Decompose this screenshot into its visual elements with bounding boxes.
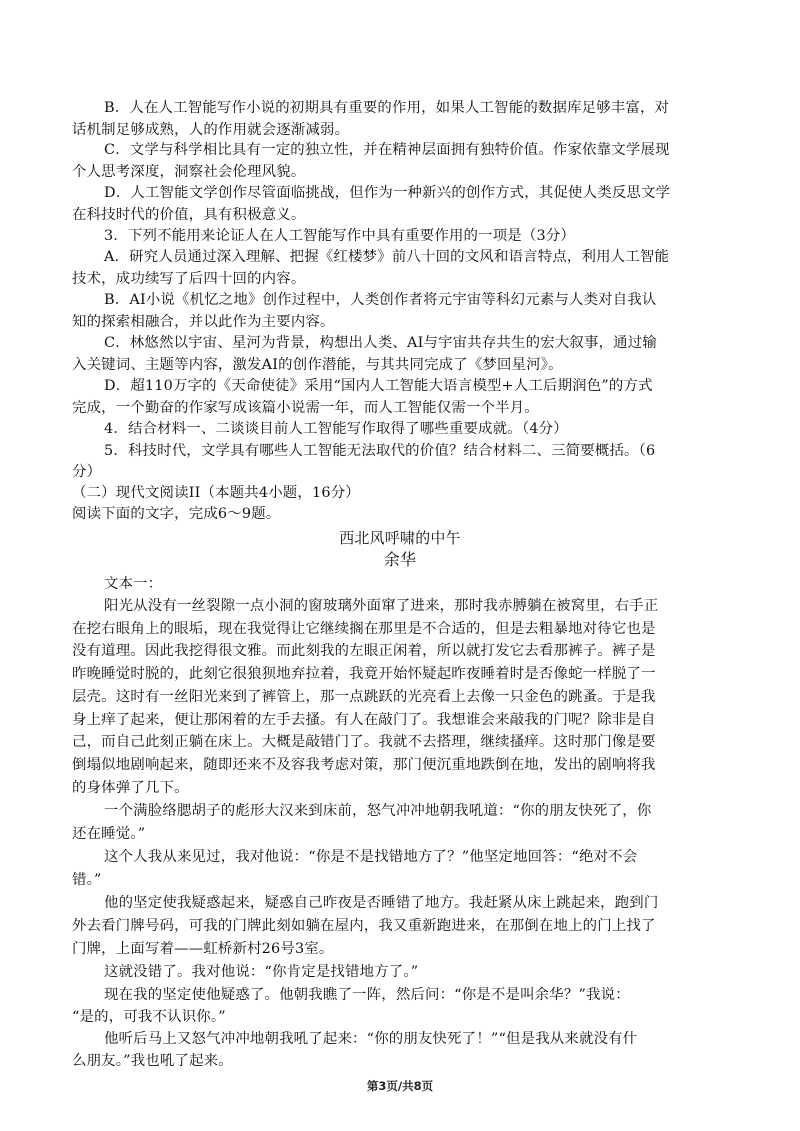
story-p1-line: 在挖右眼角上的眼垢，现在我觉得让它继续搁在那里是不合适的，但是去粗暴地对待它也是 (72, 621, 656, 637)
story-p7-line: 么朋友。”我也吼了起来。 (72, 1053, 233, 1069)
option-c-line-1: C．文学与科学相比具有一定的独立性，并在精神层面拥有独特价值。作家依靠文学展现 (104, 142, 670, 158)
story-p5-line: 这就没错了。我对他说：“你肯定是找错地方了。” (104, 964, 419, 980)
story-p1-line: 阳光从没有一丝裂隙一点小洞的窗玻璃外面窜了进来，那时我赤膊躺在被窝里，右手正 (104, 598, 659, 614)
story-p1-line: 身上痒了起来，便让那闲着的左手去搔。有人在敲门了。我想谁会来敲我的门呢？除非是自 (72, 712, 656, 728)
story-p1-line: 倒塌似地剧响起来，随即还来不及容我考虑对策，那门便沉重地跌倒在地，发出的剧响将我 (72, 757, 656, 773)
story-p3-line: 错。” (72, 872, 102, 888)
story-p7-line: 他听后马上又怒气冲冲地朝我吼了起来：“你的朋友快死了！”“但是我从来就没有什 (104, 1031, 638, 1047)
question-4: 4．结合材料一、二谈谈目前人工智能写作取得了哪些重要成就。（4分） (104, 421, 568, 437)
story-p1-line: 的身体弹了几下。 (72, 780, 189, 796)
question-5-line-2: 分） (72, 464, 102, 480)
q3-option-c-line-1: C．林悠然以宇宙、星河为背景，构想出人类、AI与宇宙共存共生的宏大叙事，通过输 (104, 335, 657, 351)
q3-option-b-line-1: B．AI小说《机忆之地》创作过程中，人类创作者将元宇宙等科幻元素与人类对自我认 (104, 292, 657, 308)
story-p1-line: 昨晚睡觉时脱的，此刻它很狼狈地弃拉着，我竟开始怀疑起昨夜睡着时是否像蛇一样脱了一 (72, 666, 656, 682)
story-p4-line: 外去看门牌号码，可我的门牌此刻如躺在屋内，我又重新跑进来，在那倒在地上的门上找了 (72, 918, 656, 934)
story-author: 余华 (383, 550, 417, 569)
story-p1-line: 层壳。这时有一丝阳光来到了裤管上，那一点跳跃的光亮看上去像一只金色的跳蚤。于是我 (72, 689, 656, 705)
section-heading: （二）现代文阅读II（本题共4小题，16分） (72, 485, 360, 501)
story-p4-line: 门牌，上面写着——虹桥新村26号3室。 (72, 941, 334, 957)
question-3-stem: 3．下列不能用来论证人在人工智能写作中具有重要作用的一项是（3分） (104, 228, 576, 244)
reading-instruction: 阅读下面的文字，完成6～9题。 (72, 506, 281, 522)
story-p2-line: 还在睡觉。” (72, 826, 146, 842)
story-p1-line: 己，而自己此刻正躺在床上。大概是敲错门了。我就不去搭理，继续搔痒。这时那门像是要 (72, 734, 656, 750)
story-p6-line: 现在我的坚定使他疑惑了。他朝我瞧了一阵，然后问：“你是不是叫余华？”我说： (104, 987, 630, 1003)
q3-option-a-line-2: 技术，成功续写了后四十回的内容。 (72, 271, 306, 287)
story-title: 西北风呼啸的中午 (339, 529, 461, 547)
option-b-line-1: B．人在人工智能写作小说的初期具有重要的作用，如果人工智能的数据库足够丰富，对 (104, 100, 670, 116)
option-d-line-1: D．人工智能文学创作尽管面临挑战，但作为一种新兴的创作方式，其促使人类反思文学 (104, 185, 671, 201)
q3-option-d-line-1: D．超110万字的《天命使徒》采用“国内人工智能大语言模型+人工后期润色”的方式 (104, 378, 653, 394)
option-d-line-2: 在科技时代的价值，具有积极意义。 (72, 207, 306, 223)
page-number: 第3页/共8页 (366, 1079, 434, 1093)
question-5-line-1: 5．科技时代，文学具有哪些人工智能无法取代的价值？结合材料二、三简要概括。（6 (104, 443, 656, 459)
story-p2-line: 一个满脸络腮胡子的彪形大汉来到床前，怒气冲冲地朝我吼道：“你的朋友快死了，你 (104, 803, 652, 819)
story-p1-line: 没有道理。因此我挖得很文雅。而此刻我的左眼正闲着，所以就打发它去看那裤子。裤子是 (72, 643, 656, 659)
q3-option-c-line-2: 入关键词、主题等内容，激发AI的创作潜能，与其共同完成了《梦回星河》。 (72, 357, 563, 373)
story-p3-line: 这个人我从来见过，我对他说：“你是不是找错地方了？”他坚定地回答：“绝对不会 (104, 849, 638, 865)
option-b-line-2: 话机制足够成熟，人的作用就会逐渐减弱。 (72, 122, 350, 138)
q3-option-b-line-2: 知的探索相融合，并以此作为主要内容。 (72, 314, 335, 330)
story-p6-line: “是的，可我不认识你。” (72, 1009, 226, 1025)
option-c-line-2: 个人思考深度，洞察社会伦理风貌。 (72, 164, 306, 180)
q3-option-d-line-2: 完成，一个勤奋的作家写成该篇小说需一年，而人工智能仅需一个半月。 (72, 400, 539, 416)
text-one-label: 文本一： (104, 576, 163, 592)
q3-option-a-line-1: A．研究人员通过深入理解、把握《红楼梦》前八十回的文风和语言特点，利用人工智能 (104, 249, 670, 265)
story-p4-line: 他的坚定使我疑惑起来，疑惑自己昨夜是否睡错了地方。我赶紧从床上跳起来，跑到门 (104, 895, 659, 911)
